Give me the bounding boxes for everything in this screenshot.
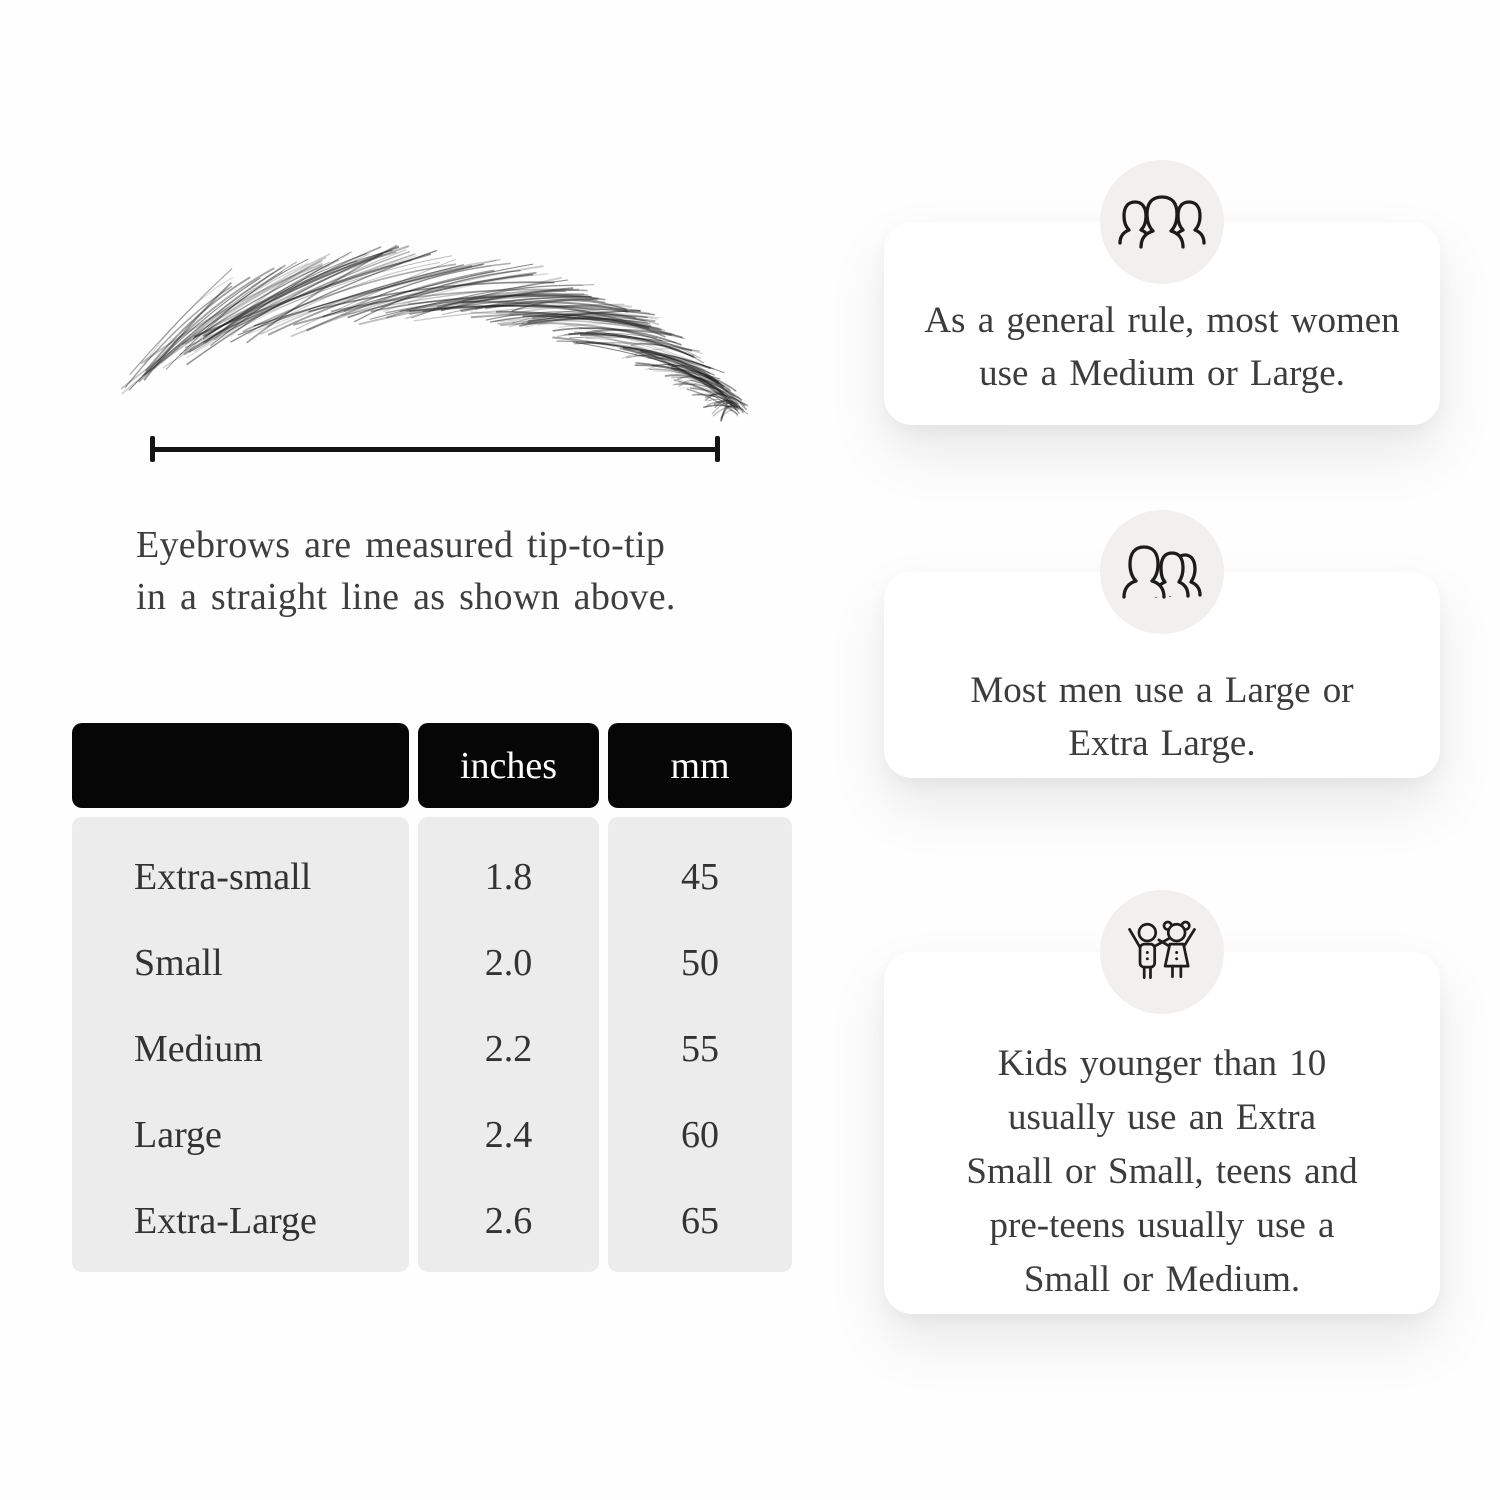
card-text-line: Most men use a Large or — [970, 670, 1354, 711]
women-group-icon — [1114, 191, 1210, 253]
caption-line-2: in a straight line as shown above. — [136, 576, 676, 618]
card-text-line: Extra Large. — [1068, 723, 1256, 764]
card-text-line: pre-teens usually use a — [989, 1205, 1335, 1246]
mm-value: 50 — [681, 942, 719, 984]
header-cell-inches: inches — [418, 723, 599, 808]
card-text — [894, 664, 1430, 770]
inches-value: 2.6 — [484, 1200, 533, 1242]
measurement-end-right — [715, 436, 720, 462]
measurement-bar — [150, 447, 720, 452]
mm-value: 60 — [681, 1114, 719, 1156]
caption-line-1: Eyebrows are measured tip-to-tip — [136, 524, 666, 566]
card-text — [894, 1037, 1430, 1307]
measurement-caption — [136, 519, 740, 623]
card-text-line: usually use an Extra — [1008, 1097, 1316, 1138]
inches-column — [418, 817, 599, 1272]
card-text — [894, 294, 1430, 400]
size-label: Extra-Large — [134, 1200, 317, 1242]
inches-value: 1.8 — [484, 856, 533, 898]
men-group-icon — [1114, 541, 1210, 603]
size-label: Large — [134, 1114, 222, 1156]
mm-value: 45 — [681, 856, 719, 898]
card-text-line: Small or Medium. — [1023, 1259, 1301, 1300]
table-header-row — [72, 723, 798, 808]
tip-card-women — [884, 222, 1440, 425]
card-text-line: Small or Small, teens and — [966, 1151, 1358, 1192]
size-label: Extra-small — [134, 856, 312, 898]
tip-card-men — [884, 572, 1440, 778]
card-text-line: As a general rule, most women — [924, 300, 1400, 341]
inches-value: 2.0 — [484, 942, 533, 984]
icon-circle — [1100, 160, 1224, 284]
card-text-line: Kids younger than 10 — [997, 1043, 1327, 1084]
mm-value: 65 — [681, 1200, 719, 1242]
inches-value: 2.4 — [484, 1114, 533, 1156]
card-text-line: use a Medium or Large. — [979, 353, 1345, 394]
size-label-column — [72, 817, 409, 1272]
size-label: Small — [134, 942, 223, 984]
mm-value: 55 — [681, 1028, 719, 1070]
icon-circle — [1100, 890, 1224, 1014]
inches-value: 2.2 — [484, 1028, 533, 1070]
measurement-line — [150, 436, 720, 462]
size-label: Medium — [134, 1028, 263, 1070]
icon-circle — [1100, 510, 1224, 634]
header-cell-blank — [72, 723, 409, 808]
size-chart-table — [72, 723, 798, 1272]
header-cell-mm: mm — [608, 723, 792, 808]
eyebrow-illustration — [100, 218, 748, 438]
table-body — [72, 817, 798, 1272]
tip-card-kids — [884, 952, 1440, 1314]
mm-column — [608, 817, 792, 1272]
kids-icon — [1120, 919, 1204, 986]
